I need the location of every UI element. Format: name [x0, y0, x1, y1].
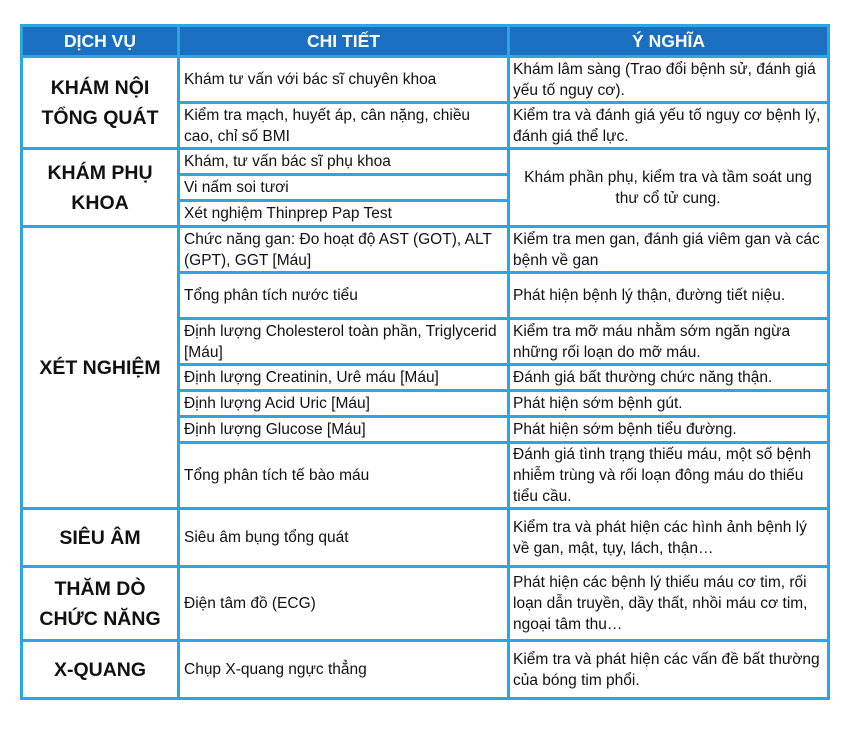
detail-cell: Định lượng Creatinin, Urê máu [Máu]: [179, 365, 509, 391]
meaning-cell: Kiểm tra men gan, đánh giá viêm gan và các bệnh về gan: [509, 227, 829, 273]
table-row: [22, 567, 829, 641]
meaning-cell: Phát hiện sớm bệnh tiểu đường.: [509, 417, 829, 443]
meaning-cell: Kiểm tra và phát hiện các hình ảnh bệnh lý về gan, mật, tụy, lách, thận…: [509, 509, 829, 567]
detail-cell: Chức năng gan: Đo hoạt độ AST (GOT), ALT (GPT), GGT [Máu]: [179, 227, 509, 273]
header-detail: CHI TIẾT: [179, 26, 509, 57]
meaning-cell: Phát hiện sớm bệnh gút.: [509, 391, 829, 417]
detail-cell: Kiểm tra mạch, huyết áp, cân nặng, chiều cao, chỉ số BMI: [179, 103, 509, 149]
services-table: [20, 24, 830, 700]
service-cell: X-QUANG: [22, 641, 179, 699]
services-table-wrapper: [20, 24, 830, 700]
table-row: [22, 227, 829, 273]
service-cell: KHÁM PHỤ KHOA: [22, 149, 179, 227]
header-meaning: Ý NGHĨA: [509, 26, 829, 57]
service-cell: THĂM DÒ CHỨC NĂNG: [22, 567, 179, 641]
table-row: [22, 57, 829, 103]
meaning-cell: Khám lâm sàng (Trao đổi bệnh sử, đánh giá yếu tố nguy cơ).: [509, 57, 829, 103]
meaning-cell: Kiểm tra mỡ máu nhằm sớm ngăn ngừa những rối loạn do mỡ máu.: [509, 319, 829, 365]
meaning-cell: Phát hiện các bệnh lý thiếu máu cơ tim, rối loạn dẫn truyền, dầy thất, nhồi máu cơ tim, ngoại tâm thu…: [509, 567, 829, 641]
meaning-cell: Kiểm tra và phát hiện các vấn đề bất thường của bóng tim phổi.: [509, 641, 829, 699]
detail-cell: Tổng phân tích nước tiểu: [179, 273, 509, 319]
meaning-cell: Đánh giá bất thường chức năng thận.: [509, 365, 829, 391]
detail-cell: Khám, tư vấn bác sĩ phụ khoa: [179, 149, 509, 175]
meaning-cell: Phát hiện bệnh lý thận, đường tiết niệu.: [509, 273, 829, 319]
header-row: [22, 26, 829, 57]
meaning-cell: Đánh giá tình trạng thiếu máu, một số bệnh nhiễm trùng và rối loạn đông máu do thiếu tiểu cầu.: [509, 443, 829, 509]
detail-cell: Xét nghiệm Thinprep Pap Test: [179, 201, 509, 227]
detail-cell: Tổng phân tích tế bào máu: [179, 443, 509, 509]
detail-cell: Siêu âm bụng tổng quát: [179, 509, 509, 567]
detail-cell: Định lượng Glucose [Máu]: [179, 417, 509, 443]
detail-cell: Điện tâm đồ (ECG): [179, 567, 509, 641]
meaning-cell: Kiểm tra và đánh giá yếu tố nguy cơ bệnh lý, đánh giá thể lực.: [509, 103, 829, 149]
header-service: DỊCH VỤ: [22, 26, 179, 57]
detail-cell: Định lượng Cholesterol toàn phần, Triglycerid [Máu]: [179, 319, 509, 365]
detail-cell: Định lượng Acid Uric [Máu]: [179, 391, 509, 417]
service-cell: SIÊU ÂM: [22, 509, 179, 567]
table-row: [22, 509, 829, 567]
detail-cell: Chụp X-quang ngực thẳng: [179, 641, 509, 699]
table-row: [22, 641, 829, 699]
service-cell: KHÁM NỘI TỔNG QUÁT: [22, 57, 179, 149]
table-row: [22, 149, 829, 175]
detail-cell: Vi nấm soi tươi: [179, 175, 509, 201]
meaning-cell-shared: Khám phần phụ, kiểm tra và tầm soát ung thư cổ tử cung.: [509, 149, 829, 227]
detail-cell: Khám tư vấn với bác sĩ chuyên khoa: [179, 57, 509, 103]
service-cell: XÉT NGHIỆM: [22, 227, 179, 509]
